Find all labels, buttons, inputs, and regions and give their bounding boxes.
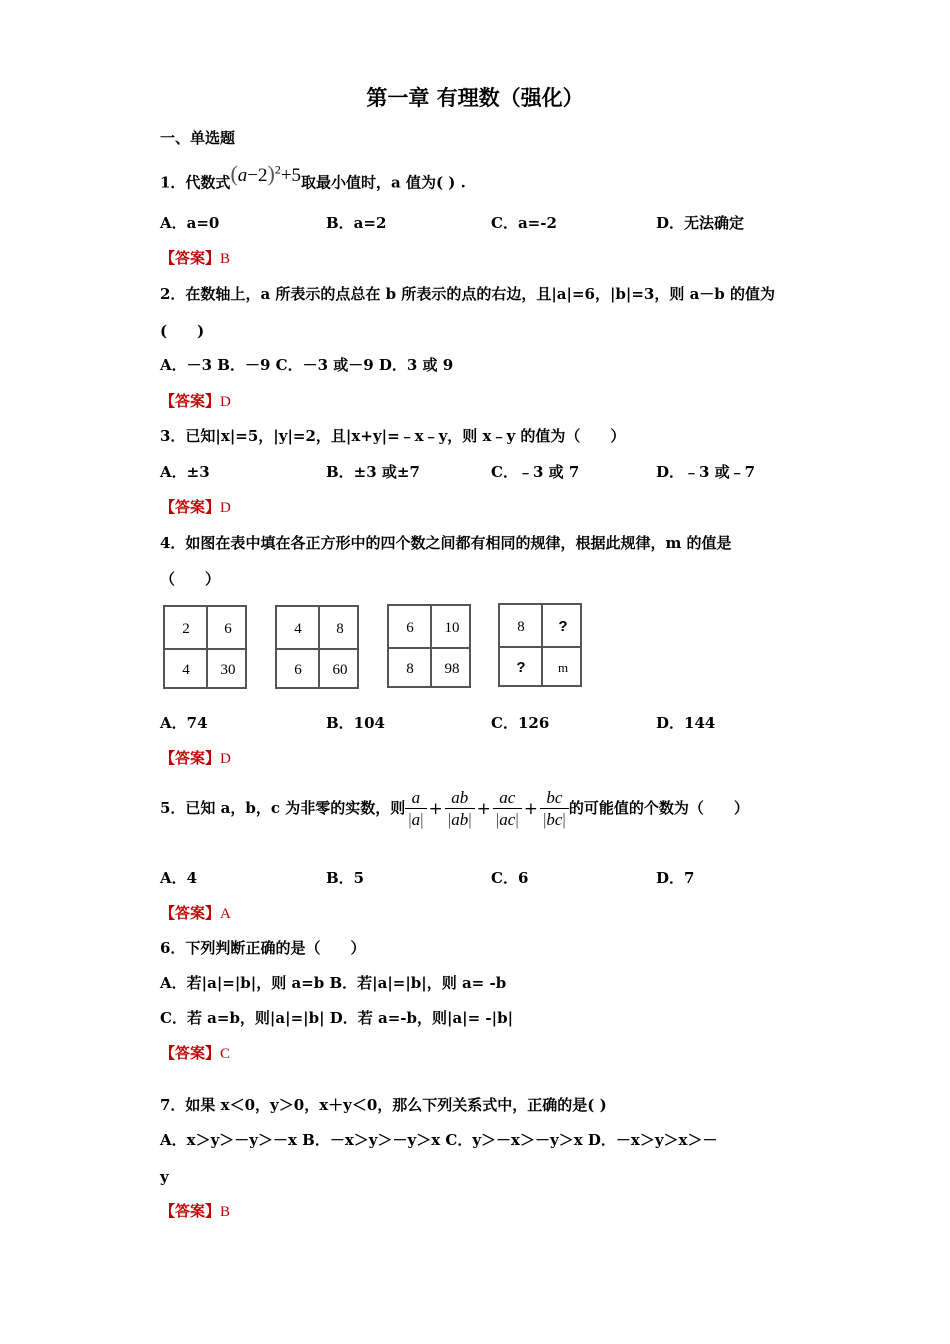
q5-option-c: C．6: [491, 869, 529, 887]
grid-cell: 6: [406, 620, 414, 636]
question-4-line2: （ ）: [160, 570, 221, 588]
q5-option-b: B．5: [326, 869, 365, 887]
fraction-denominator: a: [411, 809, 421, 829]
q6-options-cd: C．若 a=b，则|a|=|b| D．若 a=-b，则|a|= -|b|: [160, 1009, 514, 1027]
grid-cell-unknown: ?: [558, 618, 568, 635]
fraction-numerator: a: [411, 787, 421, 807]
fraction-denominator: ab: [451, 809, 469, 829]
q5-option-a: A．4: [160, 869, 198, 887]
answer-tag: 【答案】: [160, 498, 221, 516]
q5-option-d: D．7: [656, 869, 695, 887]
q3-option-a: A．±3: [160, 463, 210, 481]
plus-sign: +: [476, 799, 491, 819]
fraction-a-over-abs-a: $\frac{a}{|a|}$: [405, 788, 426, 831]
question-2-line1: 2．在数轴上，a 所表示的点总在 b 所表示的点的右边，且|a|=6，|b|=3，则 a－b 的值为: [160, 285, 776, 303]
grid-cell-m: m: [557, 660, 569, 675]
fraction-denominator: bc: [546, 809, 563, 829]
grid-cell: 10: [444, 620, 460, 636]
q1-option-a: A．a=0: [160, 214, 220, 232]
q4-option-b: B．104: [326, 714, 385, 732]
number-grid-2: [275, 605, 359, 689]
question-4-line1: 4．如图在表中填在各正方形中的四个数之间都有相同的规律，根据此规律，m 的值是: [160, 534, 732, 552]
question-1-prefix: 1．代数式: [160, 173, 231, 192]
q4-option-d: D．144: [656, 714, 716, 732]
page-title: 第一章 有理数（强化）: [366, 85, 584, 110]
q4-option-c: C．126: [491, 714, 550, 732]
q4-option-a: A．74: [160, 714, 208, 732]
q3-option-b: B．±3 或±7: [326, 463, 420, 481]
expr-var-a: a: [237, 165, 248, 187]
grid-cell: 60: [332, 662, 348, 678]
question-6: 6．下列判断正确的是（ ）: [160, 939, 366, 957]
answer-tag: 【答案】: [160, 1202, 221, 1220]
question-1-expression: $(a-2)^2+5$: [230, 161, 302, 187]
fraction-numerator: ab: [451, 787, 469, 807]
q7-options: A．x＞y＞－y＞－x B．－x＞y＞－y＞x C．y＞－x＞－y＞x D．－x＞y＞x＞－: [160, 1131, 718, 1149]
answer-value: C: [220, 1046, 231, 1062]
q3-answer: [160, 497, 231, 518]
answer-value: D: [220, 751, 231, 767]
grid-cell: 8: [406, 661, 414, 677]
plus-sign: +: [428, 799, 443, 819]
fraction-numerator: ac: [499, 787, 516, 807]
q3-option-c: C．﹣3 或 7: [491, 463, 580, 481]
answer-value: B: [220, 1204, 231, 1220]
q6-options-ab: A．若|a|=|b|，则 a=b B．若|a|=|b|，则 a= -b: [160, 974, 507, 992]
question-1: [160, 161, 466, 192]
grid-cell: 8: [336, 621, 344, 637]
fraction-bc-over-abs-bc: $\frac{bc}{|bc|}$: [540, 788, 569, 831]
q3-option-d: D．﹣3 或﹣7: [656, 463, 756, 481]
q1-answer: [160, 248, 230, 269]
question-3: 3．已知|x|=5，|y|=2，且|x+y|=﹣x﹣y，则 x﹣y 的值为（ ）: [160, 427, 626, 445]
plus-sign: +: [523, 799, 538, 819]
grid-cell: 2: [182, 621, 190, 637]
expr-plus-five: +5: [280, 165, 302, 187]
answer-value: B: [220, 251, 231, 267]
answer-tag: 【答案】: [160, 249, 221, 267]
q7-answer: [160, 1201, 230, 1222]
grid-cell-unknown: ?: [516, 659, 526, 676]
fraction-ab-over-abs-ab: $\frac{ab}{|ab|}$: [445, 788, 475, 831]
answer-tag: 【答案】: [160, 1044, 221, 1062]
question-1-suffix: 取最小值时，a 值为( ) .: [301, 173, 466, 192]
number-grid-3: [387, 604, 471, 688]
fraction-denominator: ac: [499, 809, 516, 829]
grid-cell: 30: [220, 662, 236, 678]
expr-square: 2: [274, 163, 281, 177]
grid-cell: 4: [182, 662, 190, 678]
section-heading: 一、单选题: [160, 129, 236, 147]
q4-answer: [160, 748, 231, 769]
grid-cell: 4: [294, 621, 302, 637]
q2-answer: [160, 391, 231, 412]
question-2-line2: ( ): [160, 322, 205, 340]
answer-tag: 【答案】: [160, 392, 221, 410]
answer-tag: 【答案】: [160, 749, 221, 767]
q5-answer: [160, 903, 231, 924]
fraction-ac-over-abs-ac: $\frac{ac}{|ac|}$: [493, 788, 522, 831]
grid-cell: 98: [444, 661, 460, 677]
q1-option-c: C．a=-2: [491, 214, 557, 232]
answer-tag: 【答案】: [160, 904, 221, 922]
grid-cell: 8: [517, 619, 525, 635]
fraction-numerator: bc: [546, 787, 563, 807]
question-5: [160, 784, 749, 833]
q7-options-continued: y: [160, 1168, 169, 1186]
q6-answer: [160, 1043, 230, 1064]
question-5-prefix: 5．已知 a，b，c 为非零的实数，则: [160, 799, 406, 817]
number-grid-4: [498, 603, 582, 687]
question-7: 7．如果 x＜0，y＞0，x＋y＜0，那么下列关系式中，正确的是( ): [160, 1096, 607, 1114]
answer-value: D: [220, 394, 231, 410]
grid-cell: 6: [294, 662, 302, 678]
q2-options: A．－3 B．－9 C．－3 或－9 D．3 或 9: [160, 356, 454, 374]
q1-option-d: D．无法确定: [656, 214, 745, 232]
answer-value: D: [220, 500, 231, 516]
number-grid-1: [163, 605, 247, 689]
answer-value: A: [220, 906, 231, 922]
expr-two: 2: [257, 165, 268, 187]
q1-option-b: B．a=2: [326, 214, 387, 232]
question-5-suffix: 的可能值的个数为（ ）: [568, 799, 749, 817]
expr-minus: −: [247, 165, 258, 187]
grid-cell: 6: [224, 621, 232, 637]
